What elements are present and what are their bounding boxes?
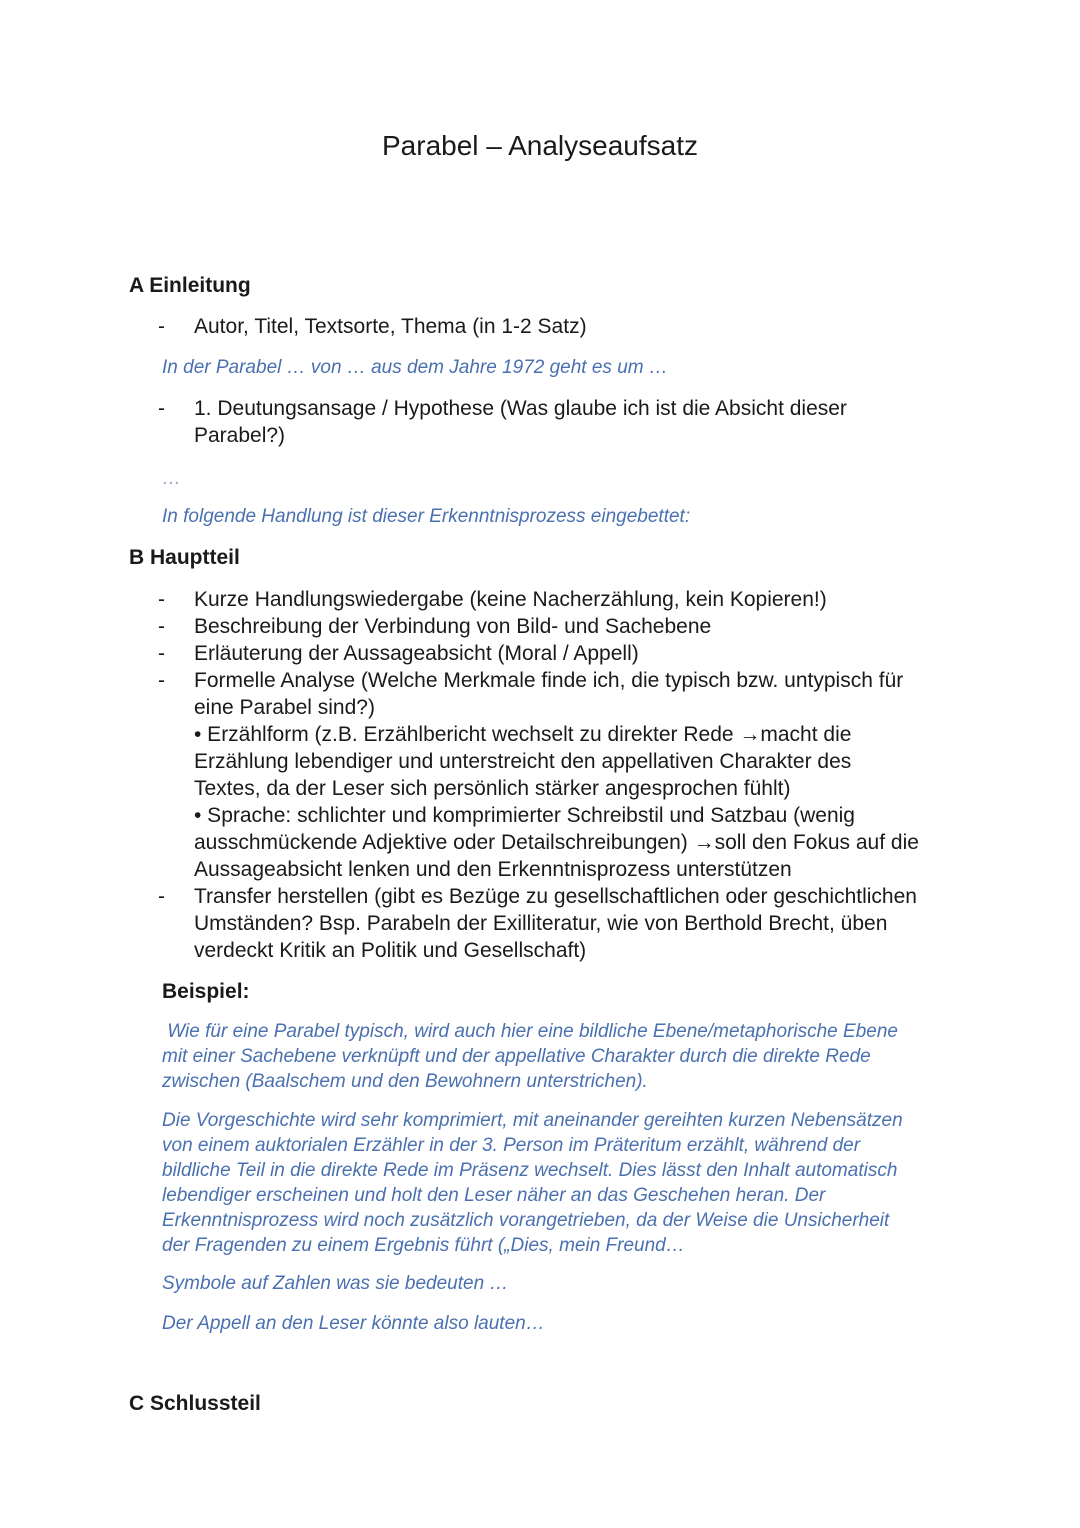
- example-paragraph-1: [162, 1019, 898, 1094]
- bullet-text-line: Textes, da der Leser sich persönlich stärker angesprochen fühlt): [194, 777, 791, 800]
- example-line: von einem auktorialen Erzähler in der 3. Person im Präteritum erzählt, während der: [162, 1135, 861, 1156]
- section-a-bullet-2: [158, 395, 958, 449]
- section-a-example-2: In folgende Handlung ist dieser Erkenntnisprozess eingebettet:: [162, 506, 691, 527]
- bullet-dash: -: [158, 885, 165, 908]
- example-line: Wie für eine Parabel typisch, wird auch hier eine bildliche Ebene/metaphorische Ebene: [162, 1021, 898, 1042]
- section-a-example-1: In der Parabel … von … aus dem Jahre 1972 geht es um …: [162, 357, 668, 378]
- bullet-text: Autor, Titel, Textsorte, Thema (in 1-2 Satz): [194, 315, 587, 338]
- bullet-dash: -: [158, 669, 165, 692]
- example-line-appell: Der Appell an den Leser könnte also lauten…: [162, 1313, 545, 1334]
- bullet-text-line: Beschreibung der Verbindung von Bild- und Sachebene: [194, 615, 712, 638]
- bullet-dash: -: [158, 615, 165, 638]
- bullet-dash: -: [158, 588, 165, 611]
- example-line: der Fragenden zu einem Ergebnis führt („Dies, mein Freund…: [162, 1235, 685, 1256]
- section-a-heading: A Einleitung: [129, 274, 251, 297]
- document-title: Parabel – Analyseaufsatz: [382, 130, 698, 161]
- bullet-text-line: Erzählung lebendiger und unterstreicht den appellativen Charakter des: [194, 750, 852, 773]
- section-b-item: [158, 586, 978, 613]
- bullet-text-line: Parabel?): [194, 424, 286, 447]
- section-a-ellipsis: …: [162, 468, 181, 489]
- section-b-list: [158, 586, 978, 964]
- example-line: mit einer Sachebene verknüpft und der appellative Charakter durch die direkte Rede: [162, 1046, 871, 1067]
- bullet-text-line: verdeckt Kritik an Politik und Gesellschaft): [194, 939, 587, 962]
- bullet-text-line: Kurze Handlungswiedergabe (keine Nacherzählung, kein Kopieren!): [194, 588, 827, 611]
- section-c-heading: C Schlussteil: [129, 1392, 261, 1415]
- example-line: lebendiger erscheinen und holt den Leser näher an das Geschehen heran. Der: [162, 1185, 826, 1206]
- section-b-item: [158, 667, 978, 883]
- bullet-text-line: eine Parabel sind?): [194, 696, 375, 719]
- section-b-item: [158, 883, 978, 964]
- bullet-text-line: Erläuterung der Aussageabsicht (Moral / Appell): [194, 642, 639, 665]
- example-line-symbols: Symbole auf Zahlen was sie bedeuten …: [162, 1273, 509, 1294]
- bullet-text-line: Umständen? Bsp. Parabeln der Exilliteratur, wie von Berthold Brecht, üben: [194, 912, 888, 935]
- bullet-text-line: Aussageabsicht lenken und den Erkenntnisprozess unterstützen: [194, 858, 792, 881]
- example-paragraph-2: [162, 1108, 903, 1258]
- section-a-bullet-1: [158, 313, 958, 340]
- bullet-text-line: Transfer herstellen (gibt es Bezüge zu gesellschaftlichen oder geschichtlichen: [194, 885, 917, 908]
- section-b-item: [158, 640, 978, 667]
- example-line: zwischen (Baalschem und den Bewohnern unterstrichen).: [162, 1071, 648, 1092]
- example-line: Erkenntnisprozess wird noch zusätzlich vorangetrieben, da der Weise die Unsicherheit: [162, 1210, 890, 1231]
- bullet-dash: -: [158, 315, 165, 338]
- section-b-heading: B Hauptteil: [129, 546, 240, 569]
- bullet-text-line: Formelle Analyse (Welche Merkmale finde ich, die typisch bzw. untypisch für: [194, 669, 904, 692]
- bullet-text-line: 1. Deutungsansage / Hypothese (Was glaube ich ist die Absicht dieser: [194, 397, 847, 420]
- bullet-text-line: ausschmückende Adjektive oder Detailschreibungen) →soll den Fokus auf die: [194, 831, 919, 854]
- beispiel-label: Beispiel:: [162, 980, 250, 1003]
- example-line: Die Vorgeschichte wird sehr komprimiert, mit aneinander gereihten kurzen Nebensätzen: [162, 1110, 903, 1131]
- bullet-text-line: • Erzählform (z.B. Erzählbericht wechselt zu direkter Rede →macht die: [194, 723, 852, 746]
- bullet-dash: -: [158, 642, 165, 665]
- bullet-text-line: • Sprache: schlichter und komprimierter Schreibstil und Satzbau (wenig: [194, 804, 855, 827]
- bullet-dash: -: [158, 397, 165, 420]
- example-line: bildliche Teil in die direkte Rede im Präsenz wechselt. Dies lässt den Inhalt automatisch: [162, 1160, 898, 1181]
- section-b-item: [158, 613, 978, 640]
